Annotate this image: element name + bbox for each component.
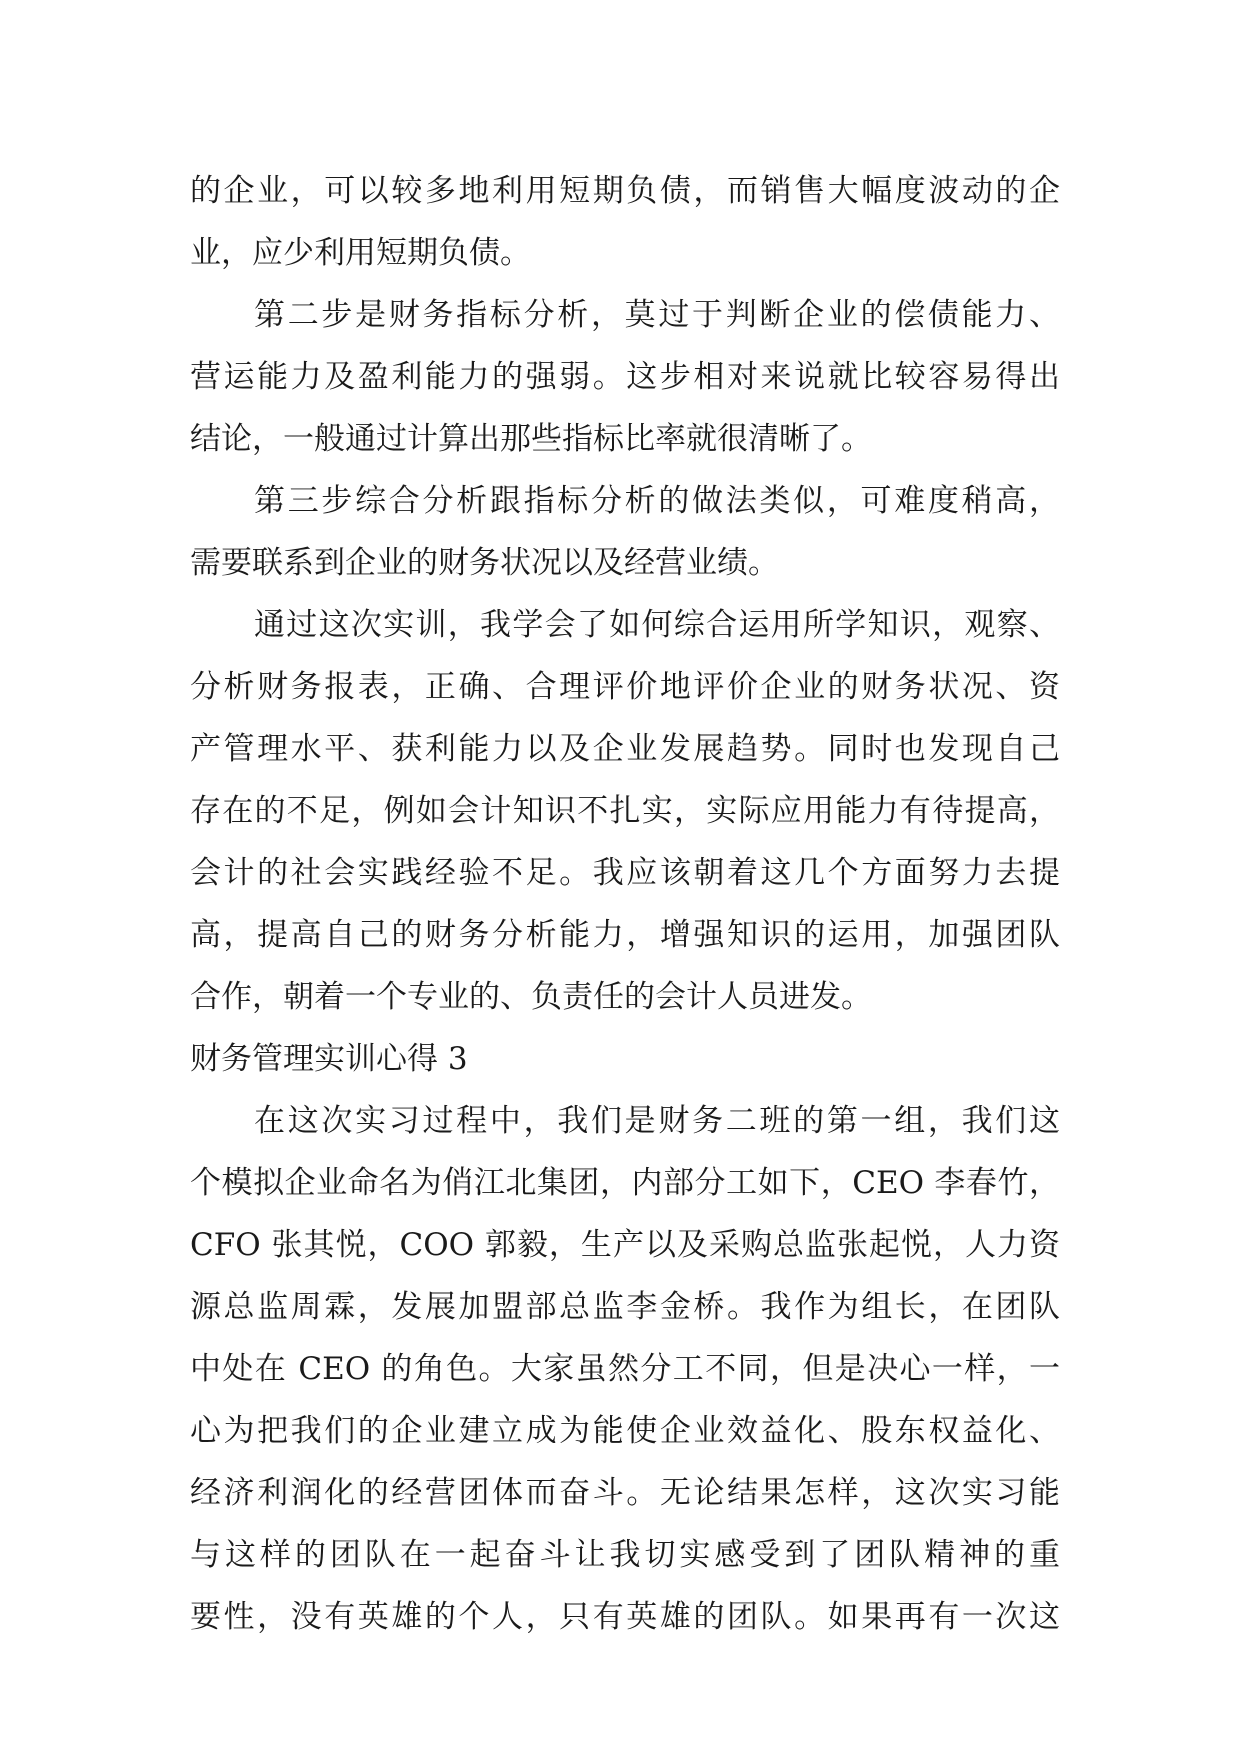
text-line: 通过这次实训，我学会了如何综合运用所学知识，观察、: [254, 607, 1060, 643]
text-line: 业，应少利用短期负债。: [190, 235, 531, 271]
text-line: 高，提高自己的财务分析能力，增强知识的运用，加强团队: [190, 917, 1060, 953]
section-heading: 财务管理实训心得 3: [190, 1041, 468, 1077]
text-line: 产管理水平、获利能力以及企业发展趋势。同时也发现自己: [190, 731, 1060, 767]
text-line: 与这样的团队在一起奋斗让我切实感受到了团队精神的重: [190, 1537, 1060, 1573]
text-line: 要性，没有英雄的个人，只有英雄的团队。如果再有一次这: [190, 1599, 1060, 1635]
text-line: 经济利润化的经营团体而奋斗。无论结果怎样，这次实习能: [190, 1475, 1060, 1511]
text-line: 第三步综合分析跟指标分析的做法类似，可难度稍高，: [254, 483, 1060, 519]
paragraph-4: [190, 594, 1060, 1028]
paragraph-5: [190, 1090, 1060, 1648]
text-line: 营运能力及盈利能力的强弱。这步相对来说就比较容易得出: [190, 359, 1060, 395]
text-line: 源总监周霖，发展加盟部总监李金桥。我作为组长，在团队: [190, 1289, 1060, 1325]
text-line: 个模拟企业命名为俏江北集团，内部分工如下，CEO 李春竹，: [190, 1165, 1060, 1201]
text-line: 的企业，可以较多地利用短期负债，而销售大幅度波动的企: [190, 173, 1060, 209]
text-line: 中处在 CEO 的角色。大家虽然分工不同，但是决心一样，一: [190, 1351, 1060, 1387]
paragraph-3: [190, 470, 1060, 594]
text-line: 分析财务报表，正确、合理评价地评价企业的财务状况、资: [190, 669, 1060, 705]
text-line: 合作，朝着一个专业的、负责任的会计人员进发。: [190, 979, 872, 1015]
document-body: [190, 160, 1060, 1648]
text-line: 存在的不足，例如会计知识不扎实，实际应用能力有待提高，: [190, 793, 1060, 829]
text-line: 结论，一般通过计算出那些指标比率就很清晰了。: [190, 421, 872, 457]
text-line: 第二步是财务指标分析，莫过于判断企业的偿债能力、: [254, 297, 1060, 333]
text-line: 心为把我们的企业建立成为能使企业效益化、股东权益化、: [190, 1413, 1060, 1449]
paragraph-2: [190, 284, 1060, 470]
text-line: 会计的社会实践经验不足。我应该朝着这几个方面努力去提: [190, 855, 1060, 891]
text-line: 在这次实习过程中，我们是财务二班的第一组，我们这: [254, 1103, 1060, 1139]
text-line: 需要联系到企业的财务状况以及经营业绩。: [190, 545, 779, 581]
text-line: CFO 张其悦，COO 郭毅，生产以及采购总监张起悦，人力资: [190, 1227, 1060, 1263]
paragraph-1: [190, 160, 1060, 284]
